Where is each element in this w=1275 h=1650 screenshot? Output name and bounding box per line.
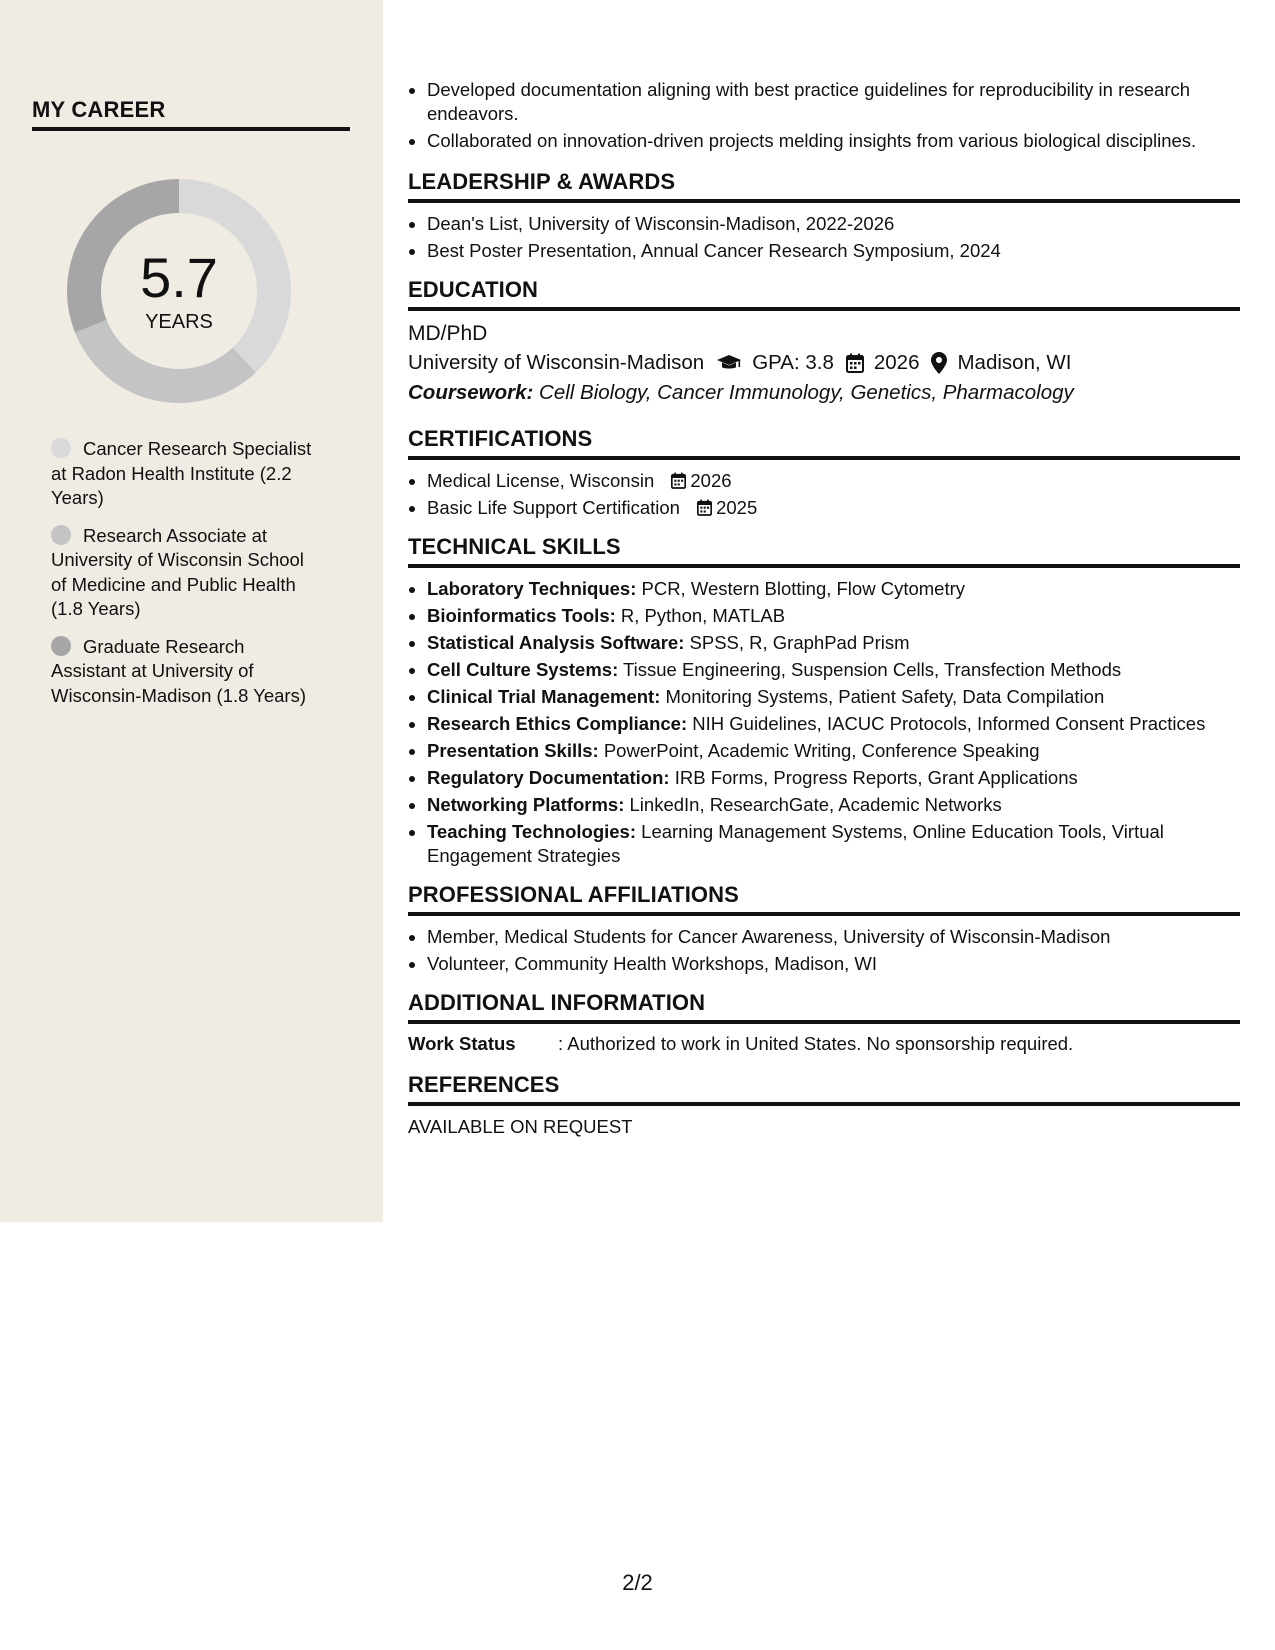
references-text: AVAILABLE ON REQUEST	[408, 1116, 633, 1137]
career-role-text: Cancer Research Specialist at Radon Health Institute (2.2 Years)	[51, 438, 312, 508]
calendar-icon	[671, 472, 686, 489]
career-legend-item	[51, 524, 321, 622]
career-legend-item	[51, 635, 321, 709]
additional-section	[408, 990, 1240, 1056]
legend-dot-icon	[51, 525, 71, 545]
career-role-text: Graduate Research Assistant at University of Wisconsin-Madison (1.8 Years)	[51, 635, 306, 706]
skill-label: Teaching Technologies:	[427, 821, 637, 842]
skills-title: TECHNICAL SKILLS	[408, 534, 1240, 568]
work-status-value: : Authorized to work in United States. No sponsorship required.	[558, 1033, 1074, 1054]
skill-value: PowerPoint, Academic Writing, Conference Speaking	[603, 740, 1040, 761]
education-section	[408, 277, 1240, 408]
skill-value: LinkedIn, ResearchGate, Academic Networks	[629, 794, 1002, 815]
legend-dot-icon	[51, 636, 71, 656]
work-status-label: Work Status	[408, 1033, 516, 1054]
skill-item	[427, 793, 1240, 817]
skills-section	[408, 534, 1240, 868]
education-details	[408, 348, 1240, 378]
coursework-list: Cell Biology, Cancer Immunology, Genetics, Pharmacology	[539, 381, 1074, 404]
skill-item	[427, 604, 1240, 628]
skill-label: Statistical Analysis Software:	[427, 632, 685, 653]
school-name: University of Wisconsin-Madison	[408, 351, 705, 374]
skill-value: Monitoring Systems, Patient Safety, Data Compilation	[665, 686, 1105, 707]
skill-label: Cell Culture Systems:	[427, 659, 619, 680]
school-location: Madison, WI	[957, 351, 1072, 374]
total-years-value: 5.7	[140, 246, 218, 309]
sidebar	[0, 0, 383, 1222]
affiliations-section	[408, 882, 1240, 976]
skill-label: Bioinformatics Tools:	[427, 605, 616, 626]
skill-value: SPSS, R, GraphPad Prism	[689, 632, 910, 653]
skill-label: Regulatory Documentation:	[427, 767, 670, 788]
gpa: GPA: 3.8	[752, 351, 834, 374]
skill-value: NIH Guidelines, IACUC Protocols, Informed Consent Practices	[692, 713, 1206, 734]
skill-label: Laboratory Techniques:	[427, 578, 637, 599]
coursework-label: Coursework:	[408, 381, 534, 404]
leadership-section	[408, 169, 1240, 263]
coursework	[408, 378, 1240, 408]
affiliations-list	[408, 925, 1240, 976]
additional-title: ADDITIONAL INFORMATION	[408, 990, 1240, 1024]
certification-year: 2026	[690, 470, 732, 491]
education-title: EDUCATION	[408, 277, 1240, 311]
experience-bullet: • Developed documentation aligning with best practice guidelines for reproducibility in research endeavors.	[427, 78, 1240, 126]
certifications-title: CERTIFICATIONS	[408, 426, 1240, 460]
skill-value: IRB Forms, Progress Reports, Grant Applications	[674, 767, 1078, 788]
affiliations-title: PROFESSIONAL AFFILIATIONS	[408, 882, 1240, 916]
experience-bullet: • Collaborated on innovation-driven projects melding insights from various biological disciplines.	[427, 129, 1240, 153]
certifications-list	[408, 469, 1240, 520]
skill-label: Presentation Skills:	[427, 740, 599, 761]
affiliation-item: • Volunteer, Community Health Workshops, Madison, WI	[427, 952, 1240, 976]
career-heading: MY CAREER	[32, 97, 350, 131]
location-pin-icon	[931, 352, 947, 374]
graduation-year: 2026	[873, 351, 920, 374]
skill-item	[427, 658, 1240, 682]
skill-value: R, Python, MATLAB	[620, 605, 786, 626]
skill-label: Research Ethics Compliance:	[427, 713, 688, 734]
skill-item	[427, 631, 1240, 655]
skill-item	[427, 766, 1240, 790]
skills-list	[408, 577, 1240, 868]
award-item: • Best Poster Presentation, Annual Cancer Research Symposium, 2024	[427, 239, 1240, 263]
experience-continued-list	[408, 78, 1240, 153]
career-legend-item	[51, 437, 321, 511]
page-number: 2/2	[622, 1570, 653, 1595]
skill-value: Learning Management Systems, Online Education Tools, Virtual Engagement Strategies	[427, 821, 1164, 866]
certification-item	[427, 496, 1240, 520]
certification-name: Medical License, Wisconsin	[427, 470, 655, 491]
references-section	[408, 1072, 1240, 1138]
skill-item	[427, 820, 1240, 868]
affiliation-item: • Member, Medical Students for Cancer Awareness, University of Wisconsin-Madison	[427, 925, 1240, 949]
skill-item	[427, 577, 1240, 601]
skill-item	[427, 739, 1240, 763]
certification-item	[427, 469, 1240, 493]
skill-value: PCR, Western Blotting, Flow Cytometry	[641, 578, 965, 599]
skill-item	[427, 685, 1240, 709]
leadership-list	[408, 212, 1240, 263]
main-content	[408, 78, 1240, 1138]
legend-dot-icon	[51, 438, 71, 458]
award-item: • Dean's List, University of Wisconsin-Madison, 2022-2026	[427, 212, 1240, 236]
certifications-section	[408, 426, 1240, 520]
references-title: REFERENCES	[408, 1072, 1240, 1106]
skill-label: Networking Platforms:	[427, 794, 625, 815]
leadership-title: LEADERSHIP & AWARDS	[408, 169, 1240, 203]
calendar-icon	[846, 353, 864, 373]
certification-name: Basic Life Support Certification	[427, 497, 680, 518]
degree: MD/PhD	[408, 322, 488, 345]
career-legend	[51, 437, 321, 721]
total-years-unit: YEARS	[145, 311, 213, 333]
skill-item	[427, 712, 1240, 736]
career-role-text: Research Associate at University of Wisconsin School of Medicine and Public Health (1.8 Years)	[51, 524, 304, 619]
work-status-row	[408, 1032, 1240, 1056]
skill-value: Tissue Engineering, Suspension Cells, Transfection Methods	[623, 659, 1122, 680]
certification-year: 2025	[716, 497, 758, 518]
graduation-cap-icon	[716, 354, 742, 372]
calendar-icon	[697, 499, 712, 516]
skill-label: Clinical Trial Management:	[427, 686, 661, 707]
